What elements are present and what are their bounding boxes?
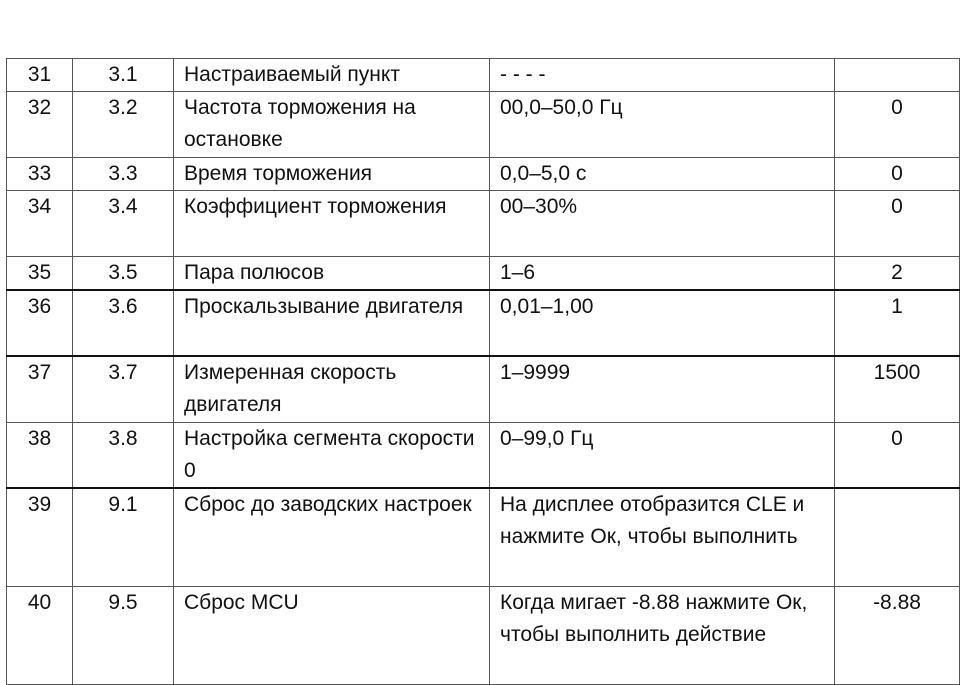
parameter-table bbox=[6, 58, 960, 685]
parameter-default-cell: 0 bbox=[835, 422, 960, 488]
parameter-range-cell: 00–30% bbox=[490, 191, 835, 257]
parameter-range-cell: Когда мигает -8.88 нажмите Ок, чтобы выполнить действие bbox=[490, 586, 835, 684]
parameter-default-cell bbox=[835, 59, 960, 92]
parameter-default-cell: 1500 bbox=[835, 356, 960, 422]
parameter-name-cell: Коэффициент торможения bbox=[174, 191, 490, 257]
row-number-cell: 39 bbox=[7, 488, 73, 586]
parameter-default-cell: 2 bbox=[835, 257, 960, 291]
parameter-name-cell: Сброс до заводских настроек bbox=[174, 488, 490, 586]
parameter-range-cell: 1–6 bbox=[490, 257, 835, 291]
table-row bbox=[7, 158, 960, 191]
parameter-code-cell: 3.5 bbox=[73, 257, 174, 291]
parameter-default-cell: -8.88 bbox=[835, 586, 960, 684]
row-number-cell: 40 bbox=[7, 586, 73, 684]
table-row bbox=[7, 92, 960, 158]
row-number-cell: 31 bbox=[7, 59, 73, 92]
parameter-range-cell: 0,0–5,0 с bbox=[490, 158, 835, 191]
row-number-cell: 36 bbox=[7, 290, 73, 356]
parameter-code-cell: 3.7 bbox=[73, 356, 174, 422]
parameter-name-cell: Частота торможения на остановке bbox=[174, 92, 490, 158]
parameter-default-cell bbox=[835, 488, 960, 586]
table-row bbox=[7, 59, 960, 92]
row-number-cell: 37 bbox=[7, 356, 73, 422]
parameter-name-cell: Настраиваемый пункт bbox=[174, 59, 490, 92]
parameter-default-cell: 0 bbox=[835, 191, 960, 257]
table-row bbox=[7, 356, 960, 422]
row-number-cell: 32 bbox=[7, 92, 73, 158]
parameter-name-cell: Сброс MCU bbox=[174, 586, 490, 684]
table-row bbox=[7, 488, 960, 586]
row-number-cell: 33 bbox=[7, 158, 73, 191]
parameter-range-cell: 0–99,0 Гц bbox=[490, 422, 835, 488]
row-number-cell: 38 bbox=[7, 422, 73, 488]
parameter-name-cell: Настройка сегмента скорости 0 bbox=[174, 422, 490, 488]
parameter-name-cell: Время торможения bbox=[174, 158, 490, 191]
parameter-code-cell: 3.2 bbox=[73, 92, 174, 158]
table-row bbox=[7, 191, 960, 257]
parameter-default-cell: 0 bbox=[835, 158, 960, 191]
parameter-range-cell: 00,0–50,0 Гц bbox=[490, 92, 835, 158]
parameter-range-cell: 0,01–1,00 bbox=[490, 290, 835, 356]
parameter-default-cell: 1 bbox=[835, 290, 960, 356]
row-number-cell: 34 bbox=[7, 191, 73, 257]
table-row bbox=[7, 586, 960, 684]
parameter-range-cell: 1–9999 bbox=[490, 356, 835, 422]
table-row bbox=[7, 257, 960, 291]
parameter-code-cell: 9.1 bbox=[73, 488, 174, 586]
parameter-range-cell: - - - - bbox=[490, 59, 835, 92]
parameter-name-cell: Проскальзывание двигателя bbox=[174, 290, 490, 356]
parameter-code-cell: 3.8 bbox=[73, 422, 174, 488]
row-number-cell: 35 bbox=[7, 257, 73, 291]
parameter-code-cell: 3.3 bbox=[73, 158, 174, 191]
parameter-name-cell: Пара полюсов bbox=[174, 257, 490, 291]
table-row bbox=[7, 290, 960, 356]
parameter-range-cell: На дисплее отобразится CLE и нажмите Ок, чтобы выполнить bbox=[490, 488, 835, 586]
parameter-code-cell: 3.6 bbox=[73, 290, 174, 356]
parameter-default-cell: 0 bbox=[835, 92, 960, 158]
parameter-code-cell: 3.4 bbox=[73, 191, 174, 257]
parameter-code-cell: 3.1 bbox=[73, 59, 174, 92]
parameter-code-cell: 9.5 bbox=[73, 586, 174, 684]
parameter-name-cell: Измеренная скорость двигателя bbox=[174, 356, 490, 422]
table-row bbox=[7, 422, 960, 488]
